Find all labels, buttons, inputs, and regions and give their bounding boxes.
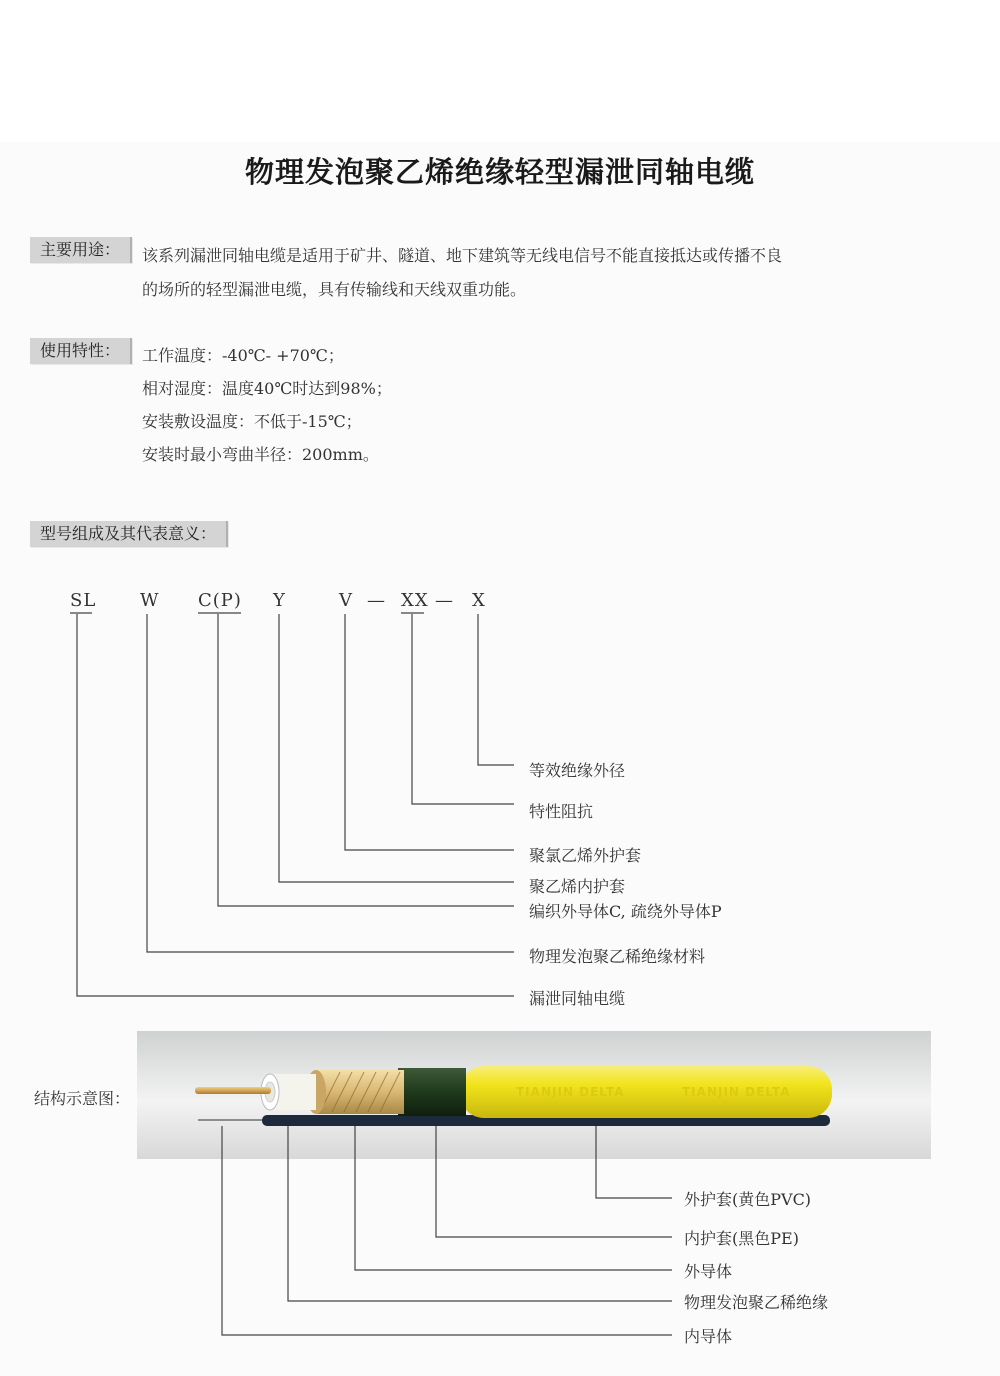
- part-insulation: 物理发泡聚乙稀绝缘: [684, 1293, 829, 1312]
- usage-line-1: 该系列漏泄同轴电缆是适用于矿井、隧道、地下建筑等无线电信号不能直接抵达或传播不良: [142, 246, 783, 265]
- meaning-outer-diameter: 等效绝缘外径: [529, 761, 626, 780]
- part-outer-sheath: 外护套(黄色PVC): [684, 1190, 812, 1209]
- part-inner-conductor: 内导体: [684, 1327, 733, 1346]
- characteristics-label: 使用特性：: [30, 338, 132, 364]
- meaning-impedance: 特性阻抗: [529, 802, 594, 821]
- code-v: V: [339, 590, 353, 611]
- code-sl: SL: [70, 590, 97, 611]
- cable-brand-2: TIANJIN DELTA: [682, 1085, 791, 1099]
- code-y: Y: [273, 590, 286, 611]
- usage-label: 主要用途：: [30, 237, 132, 263]
- code-x: X: [472, 590, 486, 611]
- meaning-outer-conductor: 编织外导体C, 疏绕外导体P: [529, 902, 722, 921]
- part-inner-sheath: 内护套(黑色PE): [684, 1229, 799, 1248]
- page-title: 物理发泡聚乙烯绝缘轻型漏泄同轴电缆: [244, 155, 755, 189]
- characteristic-line-2: 相对湿度：温度40℃时达到98%；: [142, 379, 392, 398]
- meaning-leaky-cable: 漏泄同轴电缆: [529, 989, 626, 1008]
- part-outer-conductor: 外导体: [684, 1262, 733, 1281]
- code-xx: XX: [401, 590, 429, 611]
- usage-line-2: 的场所的轻型漏泄电缆，具有传输线和天线双重功能。: [142, 280, 527, 299]
- code-dash-2: —: [435, 590, 454, 611]
- code-cp: C(P): [198, 590, 242, 611]
- meaning-pvc-sheath: 聚氯乙烯外护套: [529, 846, 642, 865]
- model-label: 型号组成及其代表意义：: [30, 521, 228, 547]
- cable-brand-1: TIANJIN DELTA: [516, 1085, 625, 1099]
- structure-heading: 结构示意图：: [34, 1089, 131, 1108]
- characteristic-line-1: 工作温度：-40℃- +70℃；: [142, 346, 344, 365]
- code-w: W: [140, 590, 160, 611]
- code-dash-1: —: [367, 590, 386, 611]
- characteristic-line-4: 安装时最小弯曲半径：200mm。: [142, 445, 379, 464]
- meaning-pe-sheath: 聚乙烯内护套: [529, 877, 626, 896]
- meaning-insulation: 物理发泡聚乙稀绝缘材料: [529, 947, 706, 966]
- characteristic-line-3: 安装敷设温度：不低于-15℃；: [142, 412, 362, 431]
